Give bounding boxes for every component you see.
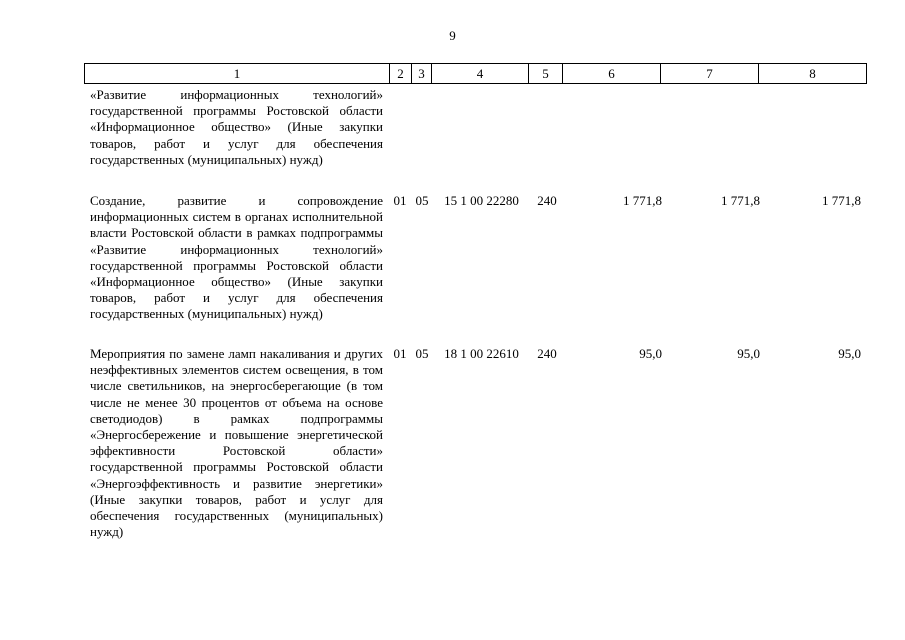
header-col-3: 3 <box>412 64 432 83</box>
header-col-2: 2 <box>390 64 412 83</box>
page-number: 9 <box>449 28 456 43</box>
header-col-1: 1 <box>85 64 390 83</box>
row-amount-1: 1 771,8 <box>623 193 662 208</box>
header-col-7: 7 <box>661 64 759 83</box>
row-amount-2: 1 771,8 <box>721 193 760 208</box>
row-subsection: 05 <box>415 193 429 208</box>
header-col-6: 6 <box>563 64 661 83</box>
row-amount-1: 95,0 <box>639 346 662 361</box>
row-amount-3: 1 771,8 <box>822 193 861 208</box>
table-header <box>84 63 867 84</box>
row-description: «Развитие информационных технологий» государственной программы Ростовской области «Информационное общество» (Иные закупки товаров, работ и услуг для обеспечения государственных (муниципальных) нужд) <box>90 87 383 167</box>
row-target-code: 15 1 00 22280 <box>444 193 519 208</box>
row-description: Мероприятия по замене ламп накаливания и других неэффективных элементов систем освещения, в том числе светильников, на энергосберегающие (в том числе не менее 30 процентов от объема на основе светодиодов) в рамках подпрограммы «Энергосбережение и повышение энергетической эффективности Ростовской области» государственной программы Ростовской области «Энергоэффективность и развитие энергетики» (Иные закупки товаров, работ и услуг для обеспечения государственных (муниципальных) нужд) <box>90 346 383 540</box>
row-target-code: 18 1 00 22610 <box>444 346 519 361</box>
header-col-8: 8 <box>809 65 816 81</box>
row-expense-type: 240 <box>537 346 557 361</box>
row-description: Создание, развитие и сопровождение информационных систем в органах исполнительной власти Ростовской области в рамках подпрограммы «Развитие информационных технологий» государственной программы Ростовской области «Информационное общество» (Иные закупки товаров, работ и услуг для обеспечения государственных (муниципальных) нужд) <box>90 193 383 322</box>
row-amount-2: 95,0 <box>737 346 760 361</box>
row-expense-type: 240 <box>537 193 557 208</box>
header-col-5: 5 <box>529 64 563 83</box>
header-col-4: 4 <box>432 64 529 83</box>
row-section: 01 <box>393 193 407 208</box>
row-section: 01 <box>393 346 407 361</box>
row-amount-3: 95,0 <box>838 346 861 361</box>
row-subsection: 05 <box>415 346 429 361</box>
